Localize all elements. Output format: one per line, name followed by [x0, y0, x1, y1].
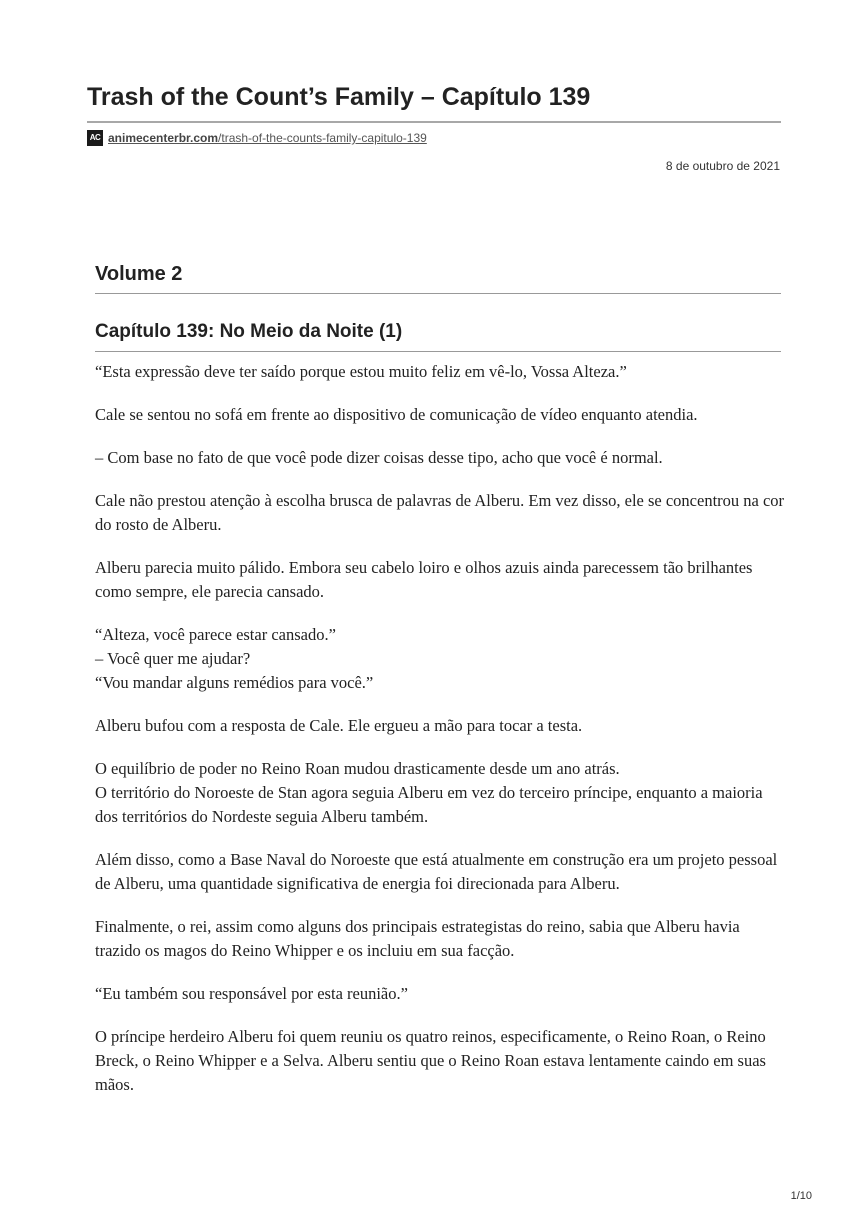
paragraph: Cale se sentou no sofá em frente ao dispositivo de comunicação de vídeo enquanto atendia.: [95, 405, 698, 424]
volume-divider: [95, 293, 781, 294]
paragraph: Alberu bufou com a resposta de Cale. Ele ergueu a mão para tocar a testa.: [95, 716, 583, 735]
paragraph: Alberu parecia muito pálido. Embora seu cabelo loiro e olhos azuis ainda parecessem tão brilhantes como sempre, ele parecia cansado.: [95, 558, 753, 601]
paragraph: – Com base no fato de que você pode dizer coisas desse tipo, acho que você é normal.: [95, 448, 663, 467]
paragraph: “Eu também sou responsável por esta reunião.”: [95, 984, 408, 1003]
paragraph: “Esta expressão deve ter saído porque estou muito feliz em vê-lo, Vossa Alteza.”: [95, 362, 627, 381]
paragraph: Cale não prestou atenção à escolha brusca de palavras de Alberu. Em vez disso, ele se concentrou na cor do rosto de Alberu.: [95, 491, 785, 534]
paragraph: O equilíbrio de poder no Reino Roan mudou drasticamente desde um ano atrás. O território do Noroeste de Stan agora seguia Alberu em vez do terceiro príncipe, enquanto a maioria dos territórios do Nordeste seguia Alberu também.: [95, 759, 763, 826]
paragraph: “Alteza, você parece estar cansado.” – Você quer me ajudar? “Vou mandar alguns remédios para você.”: [95, 625, 374, 692]
source-path: /trash-of-the-counts-family-capitulo-139: [218, 131, 427, 145]
paragraph: O príncipe herdeiro Alberu foi quem reuniu os quatro reinos, especificamente, o Reino Roan, o Reino Breck, o Reino Whipper e a Selva. Alberu sentiu que o Reino Roan estava lentamente caindo em suas mãos.: [95, 1027, 766, 1094]
paragraph: Além disso, como a Base Naval do Noroeste que está atualmente em construção era um projeto pessoal de Alberu, uma quantidade significativa de energia foi direcionada para Alberu.: [95, 850, 778, 893]
publish-date: 8 de outubro de 2021: [665, 159, 780, 173]
chapter-heading: Capítulo 139: No Meio da Noite (1): [95, 321, 403, 342]
title-divider: [87, 121, 781, 123]
page-number: 1/10: [790, 1190, 812, 1202]
paragraph: Finalmente, o rei, assim como alguns dos principais estrategistas do reino, sabia que Alberu havia trazido os magos do Reino Whipper e os incluiu em sua facção.: [95, 917, 740, 960]
article-body: [95, 360, 785, 1116]
page-title: Trash of the Count’s Family – Capítulo 139: [87, 83, 591, 111]
source-link[interactable]: [108, 129, 427, 147]
chapter-divider: [95, 351, 781, 352]
site-logo-icon: AC: [87, 130, 103, 146]
source-url-row: [87, 129, 427, 147]
volume-heading: Volume 2: [95, 263, 183, 285]
source-domain: animecenterbr.com: [108, 131, 219, 145]
